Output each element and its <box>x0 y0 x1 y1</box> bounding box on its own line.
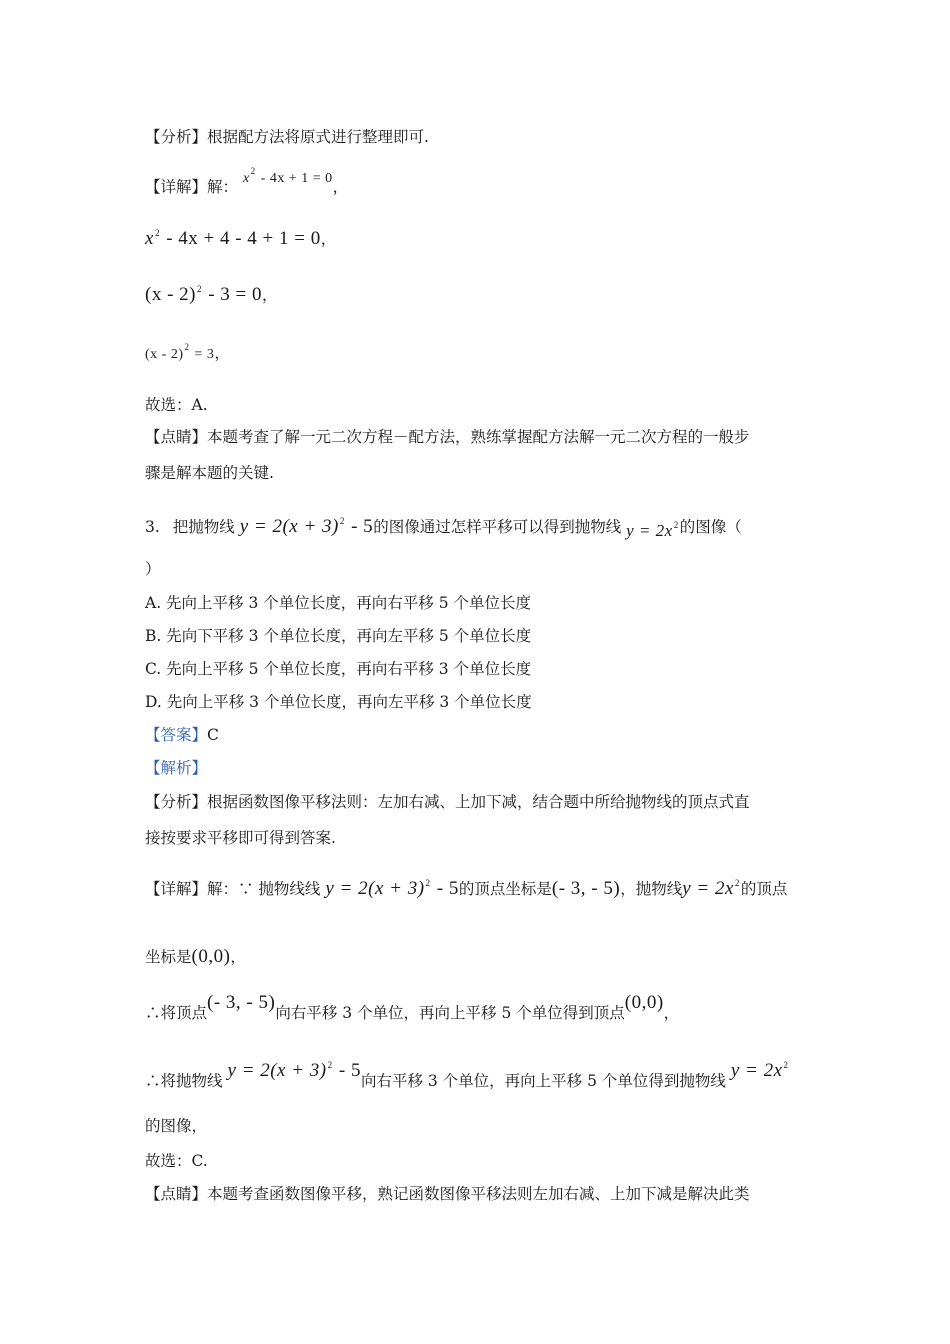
analysis-line: 【分析】根据配方法将原式进行整理即可. <box>145 128 429 146</box>
detail-line: 【详解】解： $x^2 - 4x + 1 = 0$， <box>145 166 349 196</box>
answer-value: C <box>207 726 219 744</box>
comment-line-1: 【点睛】本题考查了解一元二次方程－配方法，熟练掌握配方法解一元二次方程的一般步 <box>145 428 750 446</box>
option-c: C. 先向上平移 5 个单位长度，再向右平移 3 个单位长度 <box>145 660 532 678</box>
coord-line: 坐标是(0,0)， <box>145 946 246 967</box>
image-line: 的图像， <box>145 1117 208 1135</box>
answer-label: 【答案】 <box>145 726 208 744</box>
q3-comment-line: 【点睛】本题考查函数图像平移，熟记函数图像平移法则左加右减、上加下减是解决此类 <box>145 1185 750 1203</box>
q3-analysis-2: 接按要求平移即可得到答案. <box>145 829 336 847</box>
comment-line-2: 骤是解本题的关键. <box>145 464 274 482</box>
q3-detail-line: 【详解】解：∵ 抛物线线 $y = 2(x + 3)^2 - 5$的顶点坐标是(- 3, - 5)，抛物线$y = 2x^2$的顶点 <box>145 878 788 899</box>
option-a: A. 先向上平移 3 个单位长度，再向右平移 5 个单位长度 <box>145 594 531 612</box>
q3-choice-line: 故选：C. <box>145 1152 208 1170</box>
q3-analysis-1: 【分析】根据函数图像平移法则：左加右减、上加下减，结合题中所给抛物线的顶点式直 <box>145 793 750 811</box>
choice-line: 故选：A. <box>145 396 208 414</box>
jiexi-label: 【解析】 <box>145 759 208 777</box>
equation-step-1: $x^2 - 4x + 1 = 0$ <box>242 166 333 186</box>
question-number: 3. <box>145 518 160 536</box>
equation-step-2: $x^2 - 4x + 4 - 4 + 1 = 0$， <box>145 228 337 249</box>
move-parabola-line: ∴将抛物线 $y = 2(x + 3)^2 - 5$向右平移 3 个单位，再向上平移 5 个单位得到抛物线 $y = 2x^2$ <box>145 1060 789 1090</box>
option-b: B. 先向下平移 3 个单位长度，再向左平移 5 个单位长度 <box>145 627 532 645</box>
equation-parabola-1: $y = 2(x + 3)^2 - 5$ <box>239 516 374 537</box>
option-d: D. 先向上平移 3 个单位长度，再向左平移 3 个单位长度 <box>145 693 532 711</box>
equation-step-4: (x - 2)$^2$ = 3， <box>145 342 230 362</box>
detail-label: 【详解】解： <box>145 178 239 196</box>
equation-parabola-2: $y = 2x^2$ <box>626 520 679 540</box>
equation-step-3: (x - 2)$^2$ - 3 = 0， <box>145 284 278 305</box>
move-vertex-line: ∴将顶点(- 3, - 5)向右平移 3 个单位，再向上平移 5 个单位得到顶点(0,0)， <box>145 992 680 1022</box>
question-3-close-paren: ） <box>145 560 161 578</box>
question-3-stem: 3. 把抛物线 $y = 2(x + 3)^2 - 5$的图像通过怎样平移可以得到抛物线 $y = 2x^2$的图像（ <box>145 516 742 540</box>
answer-line <box>145 724 219 746</box>
